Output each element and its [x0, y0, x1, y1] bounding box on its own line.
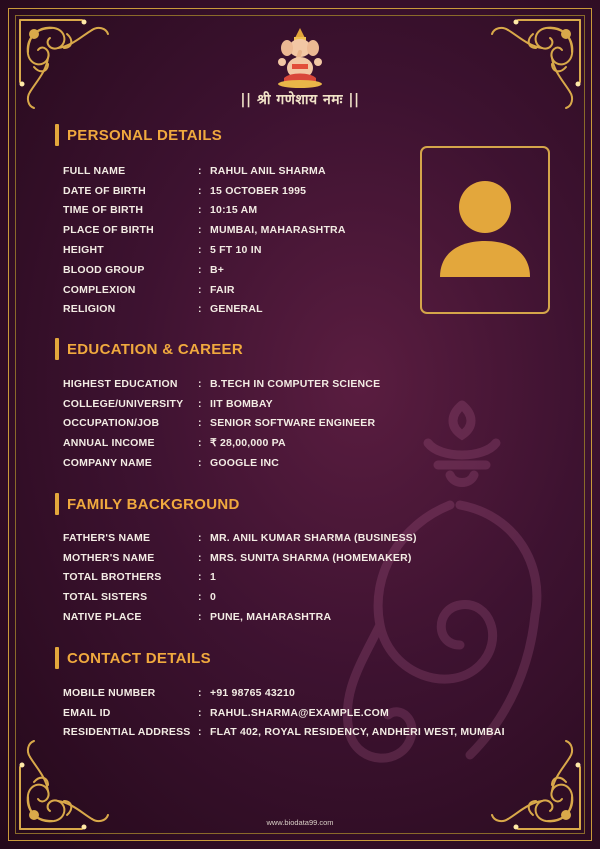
detail-label: MOBILE NUMBER [63, 686, 156, 699]
detail-row: RESIDENTIAL ADDRESS : FLAT 402, ROYAL RESIDENCY, ANDHERI WEST, MUMBAI [63, 726, 505, 739]
section-title-text: CONTACT DETAILS [67, 649, 211, 667]
detail-row: FULL NAME : RAHUL ANIL SHARMA [63, 164, 326, 177]
detail-label: BLOOD GROUP [63, 263, 145, 276]
detail-row: ANNUAL INCOME : ₹ 28,00,000 PA [63, 437, 286, 450]
detail-value: RAHUL.SHARMA@EXAMPLE.COM [210, 706, 389, 719]
section-title-text: PERSONAL DETAILS [67, 126, 223, 144]
detail-value: 15 OCTOBER 1995 [210, 184, 307, 197]
detail-label: RESIDENTIAL ADDRESS [63, 726, 191, 739]
detail-value: B+ [210, 263, 225, 276]
section-accent-bar [55, 647, 59, 669]
detail-label: ANNUAL INCOME [63, 437, 155, 450]
detail-label: COMPANY NAME [63, 457, 152, 470]
detail-label: TOTAL SISTERS [63, 591, 148, 604]
detail-row: BLOOD GROUP : B+ [63, 263, 225, 276]
detail-row: TIME OF BIRTH : 10:15 AM [63, 204, 258, 217]
detail-value: 1 [210, 571, 217, 584]
detail-row: COMPLEXION : FAIR [63, 283, 235, 296]
detail-row: NATIVE PLACE : PUNE, MAHARASHTRA [63, 611, 332, 624]
detail-value: FLAT 402, ROYAL RESIDENCY, ANDHERI WEST, MUMBAI [210, 726, 505, 739]
detail-label: DATE OF BIRTH [63, 184, 146, 197]
detail-label: HEIGHT [63, 244, 104, 257]
detail-label: EMAIL ID [63, 706, 111, 719]
section-accent-bar [55, 124, 59, 146]
section-accent-bar [55, 338, 59, 360]
detail-label: TIME OF BIRTH [63, 204, 144, 217]
detail-row: HIGHEST EDUCATION : B.TECH IN COMPUTER SCIENCE [63, 377, 381, 390]
detail-label: RELIGION [63, 303, 116, 316]
detail-label: COLLEGE/UNIVERSITY [63, 397, 184, 410]
detail-label: PLACE OF BIRTH [63, 224, 154, 237]
section-title-text: FAMILY BACKGROUND [67, 495, 240, 513]
mantra-heading: || श्री गणेशाय नमः || [240, 92, 360, 108]
detail-value: MUMBAI, MAHARASHTRA [210, 224, 346, 237]
detail-value: 5 FT 10 IN [210, 244, 262, 257]
photo-placeholder [420, 146, 550, 314]
detail-row: TOTAL BROTHERS : 1 [63, 571, 217, 584]
section-title-personal [55, 125, 222, 145]
detail-value: 0 [210, 591, 217, 604]
detail-label: OCCUPATION/JOB [63, 417, 160, 430]
detail-value: IIT BOMBAY [210, 397, 273, 410]
education-career-list [63, 374, 533, 473]
detail-row: FATHER'S NAME : MR. ANIL KUMAR SHARMA (BUSINESS) [63, 531, 417, 544]
detail-row: COMPANY NAME : GOOGLE INC [63, 457, 280, 470]
ornamental-corner-icon [12, 12, 132, 132]
detail-value: MR. ANIL KUMAR SHARMA (BUSINESS) [210, 531, 417, 544]
detail-value: PUNE, MAHARASHTRA [210, 611, 332, 624]
section-title-contact [55, 648, 211, 668]
family-background-list [63, 528, 533, 627]
detail-row: HEIGHT : 5 FT 10 IN [63, 244, 262, 257]
ornamental-corner-icon [468, 12, 588, 132]
detail-value: SENIOR SOFTWARE ENGINEER [210, 417, 376, 430]
contact-details-list [63, 683, 533, 742]
detail-row: RELIGION : GENERAL [63, 303, 263, 316]
section-title-education [55, 339, 243, 359]
detail-label: HIGHEST EDUCATION [63, 377, 178, 390]
person-silhouette-icon [437, 175, 533, 285]
detail-label: NATIVE PLACE [63, 611, 142, 624]
detail-row: COLLEGE/UNIVERSITY : IIT BOMBAY [63, 397, 273, 410]
section-title-family [55, 494, 240, 514]
detail-row: EMAIL ID : RAHUL.SHARMA@EXAMPLE.COM [63, 706, 389, 719]
section-title-text: EDUCATION & CAREER [67, 340, 243, 358]
detail-value: 10:15 AM [210, 204, 258, 217]
detail-label: FULL NAME [63, 164, 126, 177]
detail-label: TOTAL BROTHERS [63, 571, 162, 584]
detail-value: MRS. SUNITA SHARMA (HOMEMAKER) [210, 551, 412, 564]
detail-row: PLACE OF BIRTH : MUMBAI, MAHARASHTRA [63, 224, 346, 237]
footer-website: www.biodata99.com [266, 818, 334, 827]
detail-row: DATE OF BIRTH : 15 OCTOBER 1995 [63, 184, 307, 197]
detail-value: B.TECH IN COMPUTER SCIENCE [210, 377, 381, 390]
detail-label: COMPLEXION [63, 283, 136, 296]
detail-value: RAHUL ANIL SHARMA [210, 164, 326, 177]
detail-row: OCCUPATION/JOB : SENIOR SOFTWARE ENGINEER [63, 417, 376, 430]
detail-label: FATHER'S NAME [63, 531, 151, 544]
detail-value: GOOGLE INC [210, 457, 280, 470]
detail-row: MOTHER'S NAME : MRS. SUNITA SHARMA (HOMEMAKER) [63, 551, 412, 564]
section-accent-bar [55, 493, 59, 515]
detail-value: +91 98765 43210 [210, 686, 296, 699]
detail-row: MOBILE NUMBER : +91 98765 43210 [63, 686, 296, 699]
detail-label: MOTHER'S NAME [63, 551, 155, 564]
detail-value: ₹ 28,00,000 PA [210, 437, 286, 450]
detail-value: GENERAL [210, 303, 263, 316]
detail-row: TOTAL SISTERS : 0 [63, 591, 217, 604]
detail-value: FAIR [210, 283, 235, 296]
ganesha-icon [272, 26, 328, 88]
